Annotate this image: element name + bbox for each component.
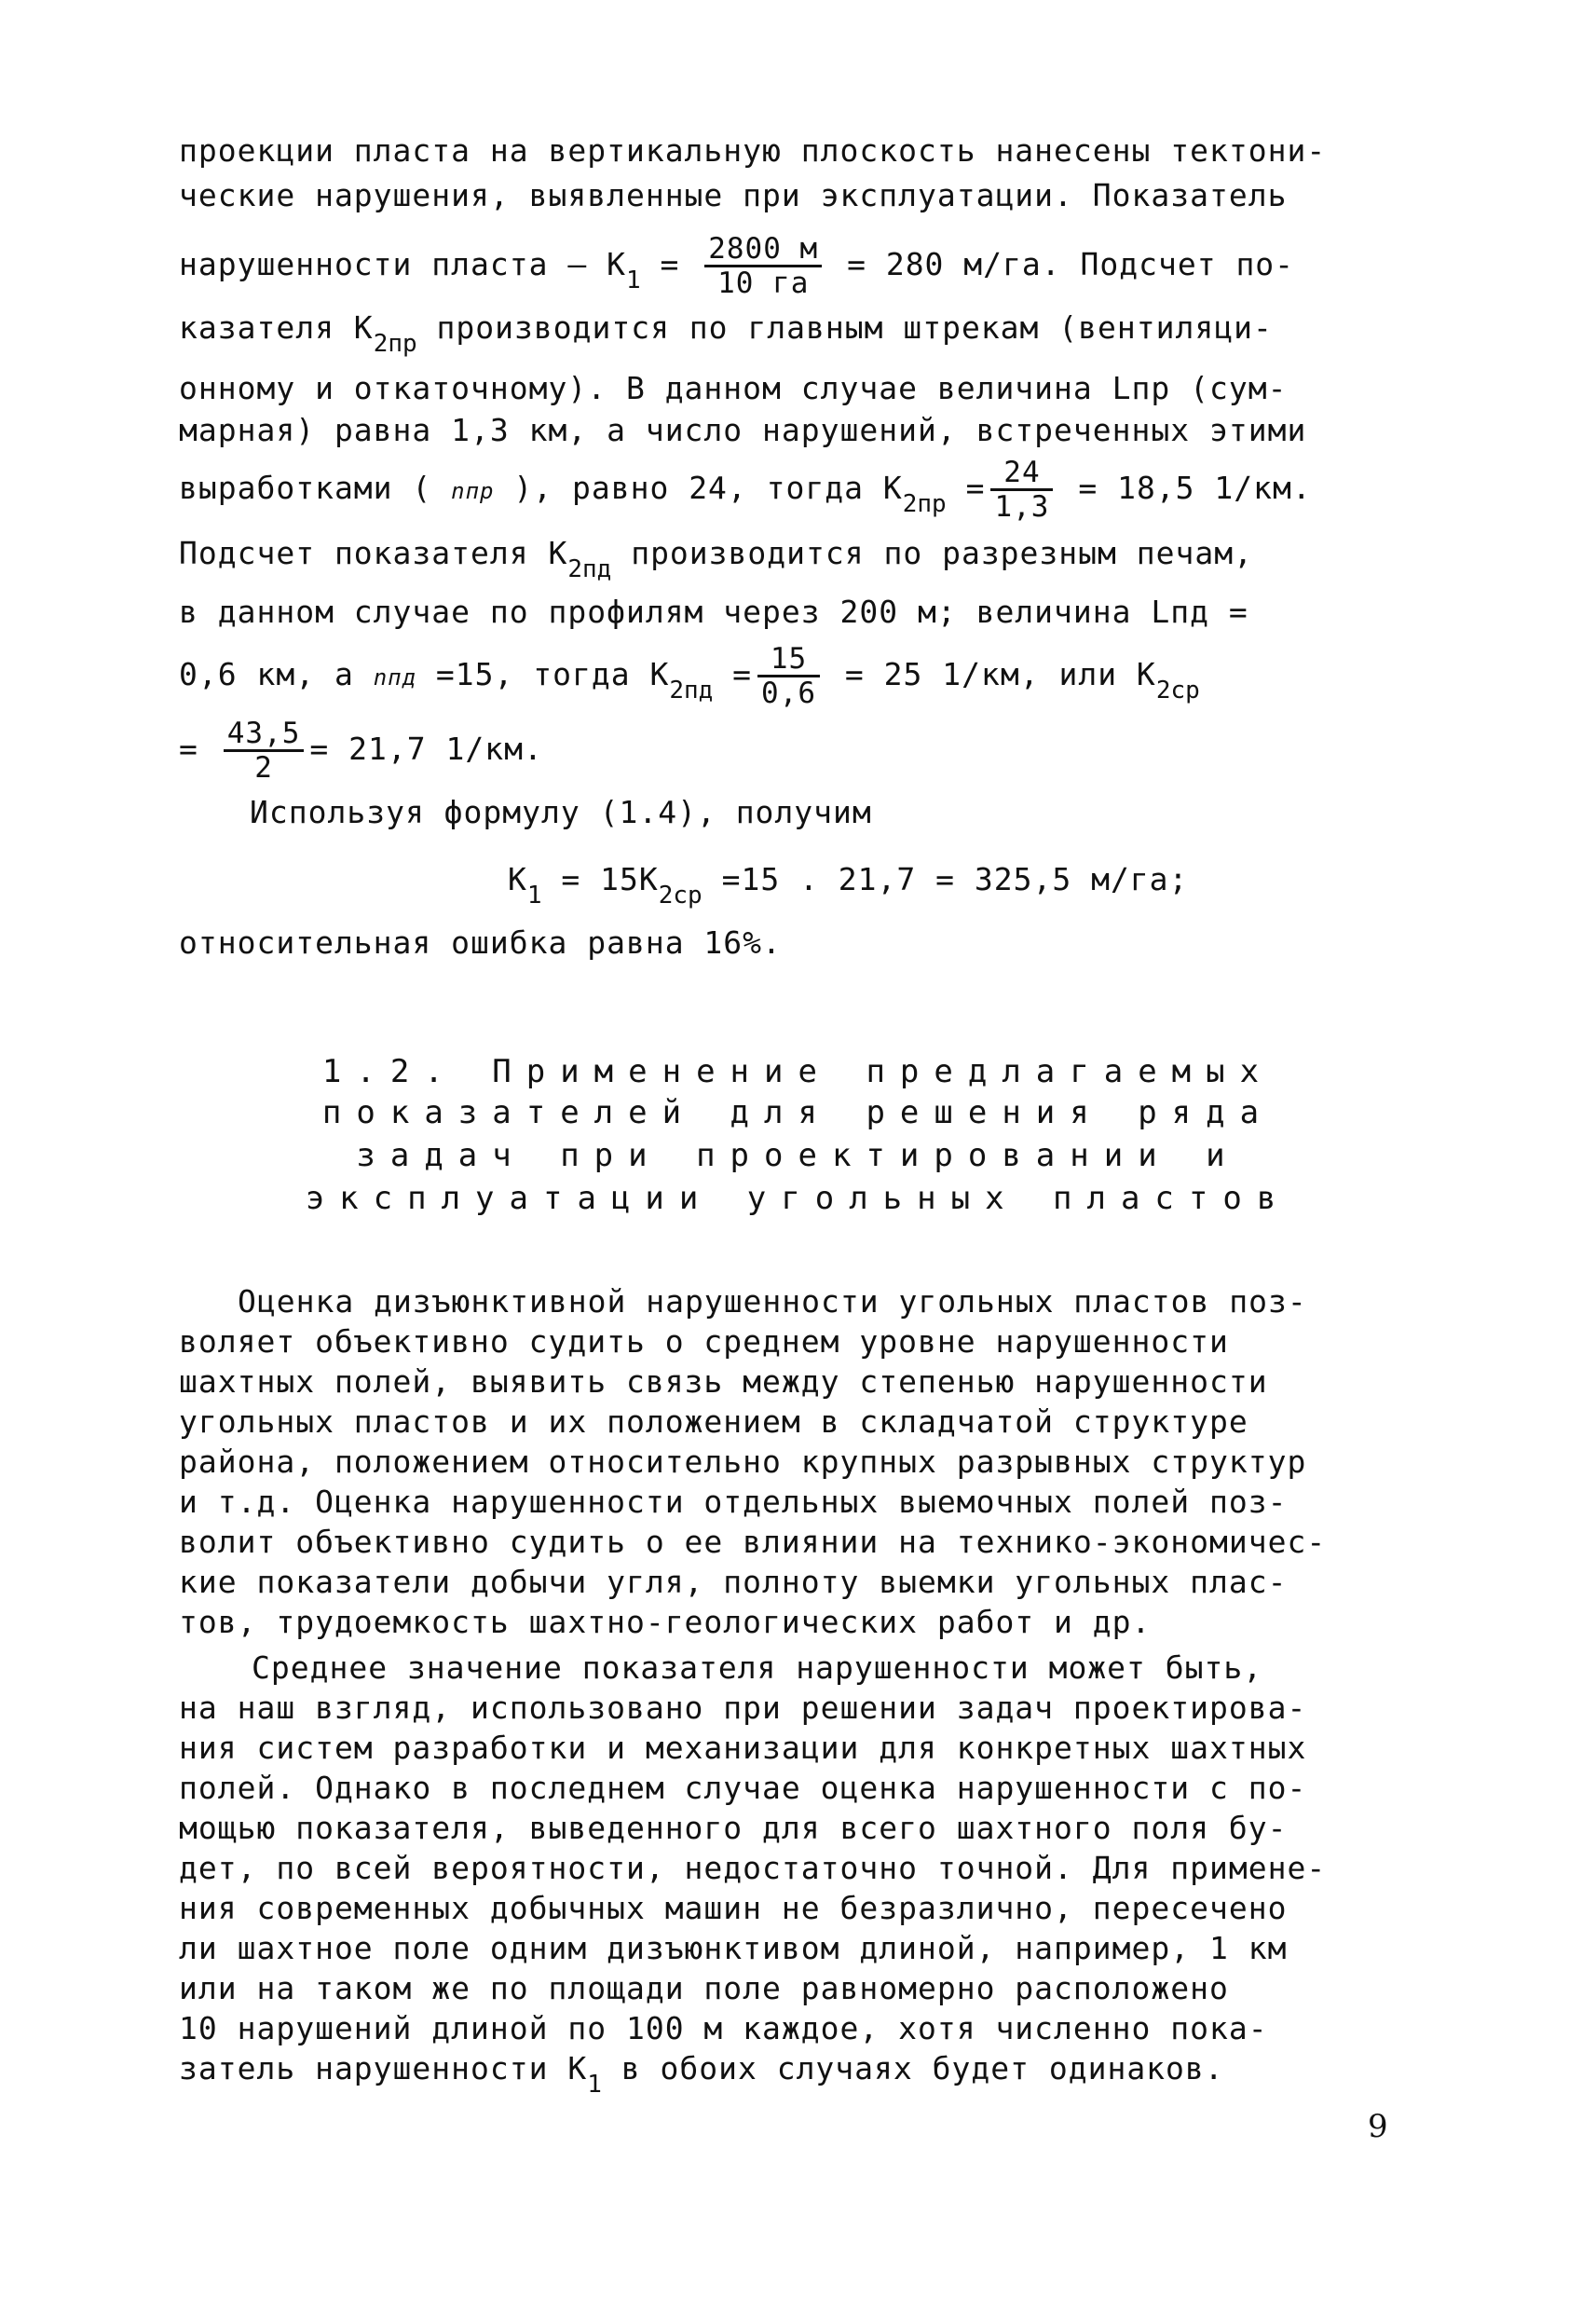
- text-segment: = 18,5 1/км.: [1058, 470, 1312, 506]
- text-line: [179, 1361, 1268, 1402]
- formula-line: [179, 643, 1200, 709]
- text-segment: нарушенности пласта – К: [179, 246, 626, 282]
- text-line: [250, 792, 872, 833]
- subscript: 2пр: [902, 490, 947, 518]
- fraction: [224, 718, 305, 784]
- text-segment: производится по разрезным печам,: [611, 535, 1253, 571]
- text-segment: угольных пластов и их положением в складчатой структуре: [179, 1403, 1248, 1440]
- text-line: [179, 1848, 1326, 1889]
- text-segment: Среднее значение показателя нарушенности может быть,: [252, 1649, 1263, 1686]
- fraction-numerator: 2800 м: [704, 233, 822, 267]
- text-line: [179, 1321, 1229, 1362]
- text-segment: =: [179, 731, 218, 767]
- text-line: [179, 1808, 1287, 1849]
- text-segment: полей. Однако в последнем случае оценка нарушенности с по-: [179, 1770, 1307, 1806]
- fraction-numerator: 24: [990, 457, 1053, 491]
- fraction: [757, 643, 820, 709]
- text-segment: шахтных полей, выявить связь между степенью нарушенности: [179, 1363, 1268, 1400]
- formula-line: [508, 859, 1189, 910]
- text-line: [179, 1968, 1229, 2009]
- text-line: [179, 1728, 1306, 1769]
- text-line: [179, 1522, 1326, 1563]
- text-segment: = 21,7 1/км.: [309, 731, 543, 767]
- subscript: 1: [526, 882, 542, 910]
- text-line: [179, 1928, 1287, 1969]
- text-segment: дет, по всей вероятности, недостаточно точной. Для примене-: [179, 1850, 1327, 1886]
- text-line: [252, 1648, 1262, 1689]
- text-segment: воляет объективно судить о среднем уровне нарушенности: [179, 1323, 1229, 1360]
- text-segment: онному и откаточному). В данном случае величина Lпр (сум-: [179, 370, 1288, 406]
- text-line: [179, 130, 1326, 171]
- text-segment: ли шахтное поле одним дизъюнктивом длиной, например, 1 км: [179, 1930, 1288, 1966]
- text-line: [179, 592, 1248, 633]
- text-segment: =15 . 21,7 = 325,5 м/га;: [702, 861, 1189, 897]
- text-segment: марная) равна 1,3 км, а число нарушений, встреченных этими: [179, 412, 1307, 448]
- subscript: 2ср: [1155, 677, 1200, 705]
- text-segment: или на таком же по площади поле равномерно расположено: [179, 1970, 1229, 2006]
- text-line: [179, 1442, 1306, 1483]
- subscript: 2ср: [658, 882, 703, 910]
- section-heading-line: задач при проектировании и: [356, 1137, 1240, 1174]
- text-segment: в данном случае по профилям через 200 м; величина Lпд =: [179, 594, 1248, 630]
- subscript: 1: [625, 267, 641, 294]
- text-line: [179, 2008, 1268, 2049]
- text-segment: и т.д. Оценка нарушенности отдельных выемочных полей поз-: [179, 1484, 1288, 1520]
- section-heading-line: 1.2. Применение предлагаемых: [321, 1053, 1275, 1090]
- section-heading-line: показателей для решения ряда: [321, 1094, 1275, 1131]
- formula-line: [179, 457, 1312, 523]
- formula-line: [179, 718, 543, 784]
- text-segment: ческие нарушения, выявленные при эксплуатации. Показатель: [179, 177, 1288, 213]
- text-line: [179, 2048, 1224, 2099]
- text-segment: казателя К: [179, 309, 374, 346]
- fraction-numerator: 43,5: [224, 718, 305, 752]
- fraction-denominator: 1,3: [994, 490, 1050, 524]
- text-segment: 10 нарушений длиной по 100 м каждое, хотя численно пока-: [179, 2010, 1268, 2046]
- text-line: [179, 175, 1287, 216]
- symbol: nпр: [451, 478, 495, 504]
- text-segment: Подсчет показателя К: [179, 535, 568, 571]
- text-line: [179, 1768, 1306, 1809]
- text-segment: К: [508, 861, 527, 897]
- text-segment: кие показатели добычи угля, полноту выемки угольных плас-: [179, 1564, 1288, 1600]
- text-segment: тов, трудоемкость шахтно-геологических работ и др.: [179, 1604, 1152, 1640]
- text-line: [179, 1482, 1287, 1523]
- text-segment: 0,6 км, а: [179, 656, 374, 692]
- text-segment: = 15К: [541, 861, 659, 897]
- text-segment: Оценка дизъюнктивной нарушенности угольных пластов поз-: [238, 1283, 1307, 1320]
- text-line: [179, 1402, 1248, 1443]
- text-segment: =15, тогда К: [416, 656, 670, 692]
- text-line: [179, 308, 1273, 358]
- text-segment: =: [640, 246, 700, 282]
- text-line: [179, 923, 782, 964]
- text-segment: в обоих случаях будет одинаков.: [601, 2050, 1224, 2086]
- fraction-numerator: 15: [757, 643, 820, 677]
- text-line: [179, 1562, 1287, 1603]
- subscript: 2пд: [567, 555, 612, 583]
- text-segment: на наш взгляд, использовано при решении задач проектирова-: [179, 1690, 1307, 1726]
- text-segment: =: [713, 656, 753, 692]
- text-segment: ния современных добычных машин не безразлично, пересечено: [179, 1890, 1288, 1926]
- text-segment: относительная ошибка равна 16%.: [179, 924, 782, 961]
- text-segment: мощью показателя, выведенного для всего шахтного поля бу-: [179, 1810, 1288, 1846]
- subscript: 2пр: [373, 330, 417, 358]
- text-segment: проекции пласта на вертикальную плоскость нанесены тектони-: [179, 132, 1327, 169]
- text-segment: волит объективно судить о ее влиянии на технико-экономичес-: [179, 1524, 1327, 1560]
- text-segment: производится по главным штрекам (вентиляци-: [416, 309, 1273, 346]
- text-line: [179, 368, 1287, 409]
- text-line: [179, 410, 1306, 451]
- fraction-denominator: 0,6: [761, 677, 817, 710]
- fraction: [704, 233, 822, 299]
- text-segment: затель нарушенности К: [179, 2050, 588, 2086]
- text-line: [179, 1888, 1287, 1929]
- fraction-denominator: 2: [254, 751, 273, 785]
- formula-line: [179, 233, 1294, 299]
- text-segment: района, положением относительно крупных разрывных структур: [179, 1443, 1307, 1480]
- text-line: [179, 533, 1253, 583]
- text-segment: Используя формулу (1.4), получим: [250, 794, 872, 830]
- symbol: nпд: [373, 664, 417, 691]
- text-segment: = 25 1/км, или К: [825, 656, 1156, 692]
- subscript: 1: [587, 2071, 602, 2099]
- fraction-denominator: 10 га: [717, 267, 810, 300]
- text-line: [179, 1688, 1306, 1729]
- text-line: [238, 1281, 1307, 1322]
- text-segment: ния систем разработки и механизации для конкретных шахтных: [179, 1730, 1307, 1766]
- page-number: 9: [1368, 2108, 1388, 2145]
- text-segment: = 280 м/га. Подсчет по-: [827, 246, 1295, 282]
- fraction: [990, 457, 1053, 523]
- subscript: 2пд: [669, 677, 714, 705]
- text-segment: =: [946, 470, 986, 506]
- text-segment: ), равно 24, тогда К: [494, 470, 903, 506]
- section-heading-line: эксплуатации угольных пластов: [305, 1180, 1291, 1217]
- text-line: [179, 1602, 1151, 1643]
- text-segment: выработками (: [179, 470, 452, 506]
